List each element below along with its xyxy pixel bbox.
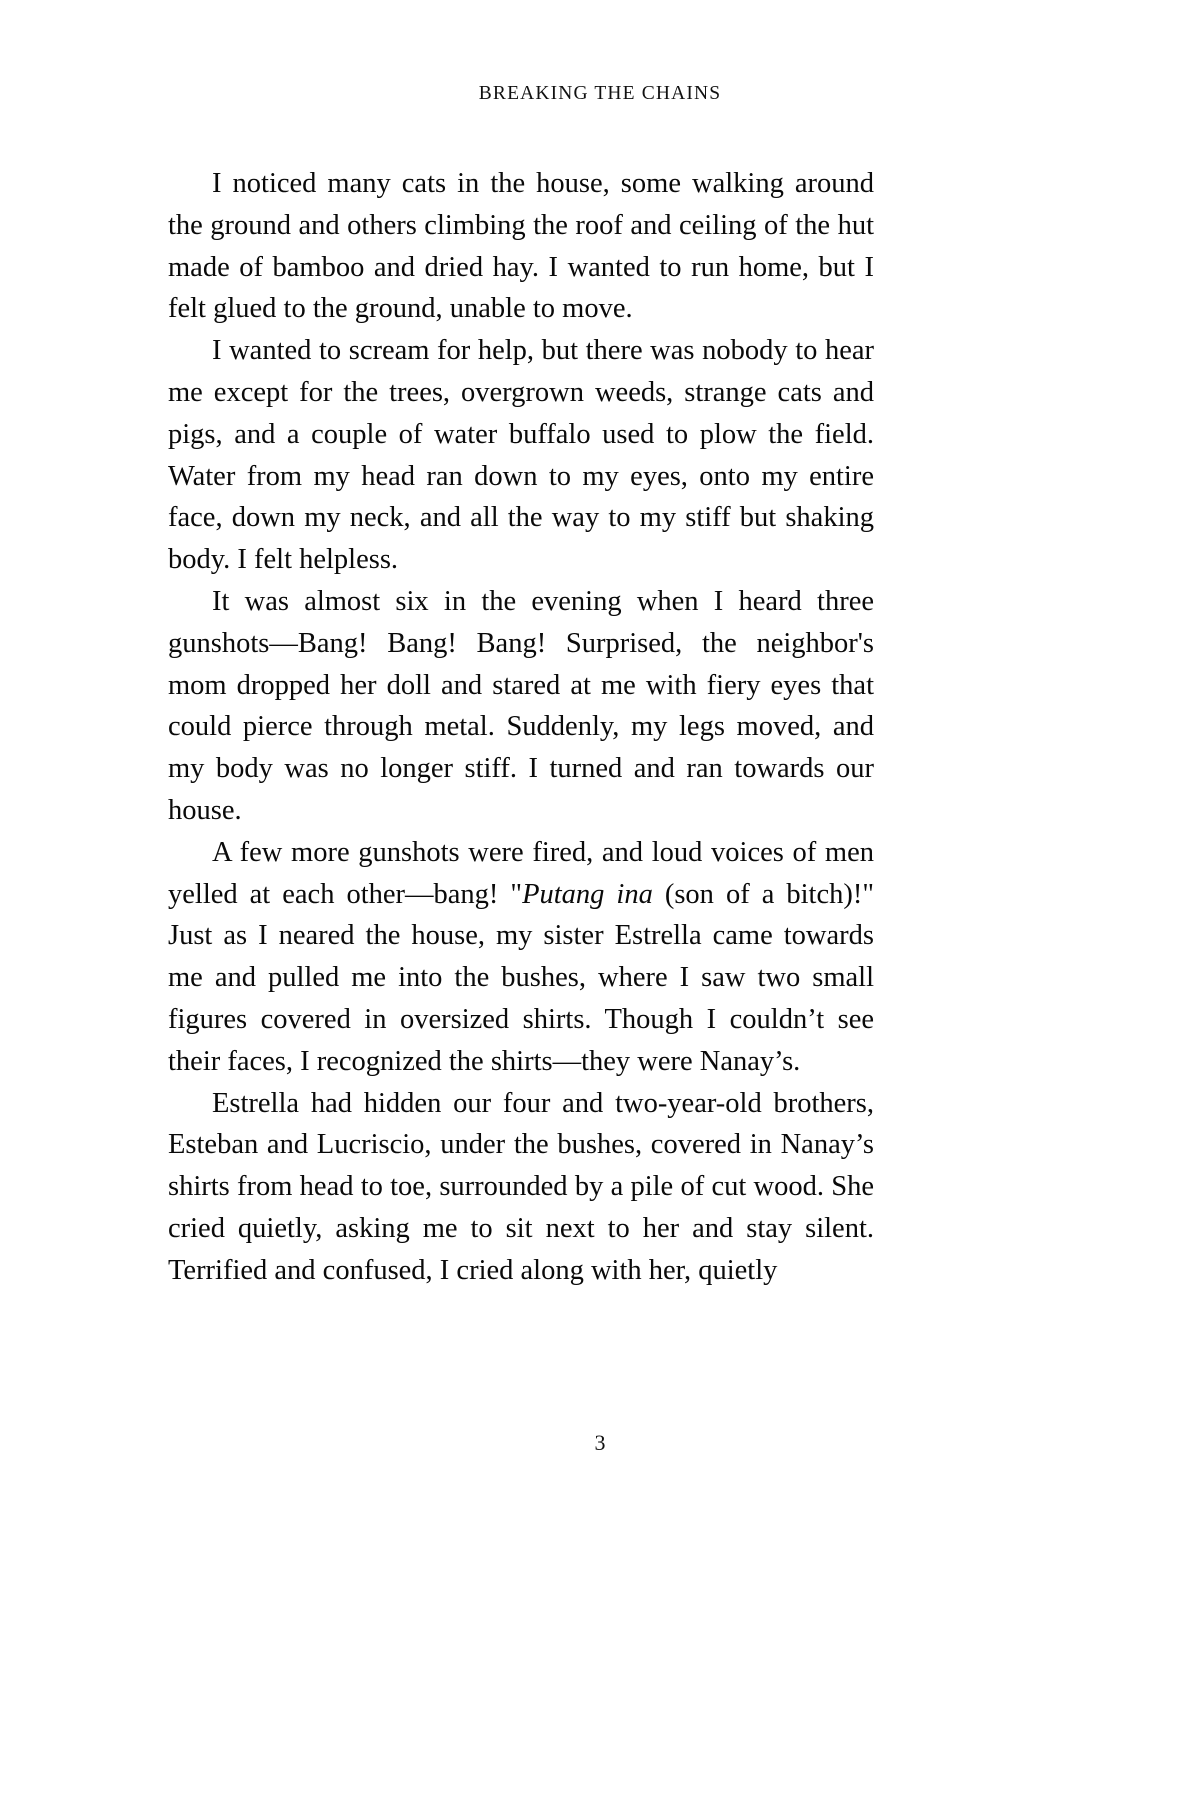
paragraph-1: I noticed many cats in the house, some walking around the ground and others climbing the roof and ceiling of the hut made of bamboo and dried hay. I wanted to run home, but I felt glued to the ground, unable to move. — [168, 168, 874, 325]
paragraph-3: It was almost six in the evening when I heard three gunshots—Bang! Bang! Bang! Surprised, the neighbor's mom dropped her doll and stared at me with fiery eyes that could pierce through metal. Suddenly, my legs moved, and my body was no longer stiff. I turned and ran towards our house. — [168, 585, 874, 826]
paragraph-4 — [168, 832, 874, 1083]
paragraph-5: Estrella had hidden our four and two-year-old brothers, Esteban and Lucriscio, under the bushes, covered in Nanay’s shirts from head to toe, surrounded by a pile of cut wood. She cried quietly, asking me to sit next to her and stay silent. Terrified and confused, I cried along with her, quietly — [168, 1087, 874, 1286]
paragraph-4-tail: (son of a bitch)!" Just as I neared the house, my sister Estrella came towards me and pulled me into the bushes, where I saw two small figures covered in oversized shirts. Though I couldn’t see their faces, I recognized the shirts—they were Nanay’s. — [168, 878, 874, 1077]
running-header: BREAKING THE CHAINS — [478, 83, 722, 104]
foreign-phrase-italic: Putang ina — [522, 878, 653, 910]
page-number: 3 — [594, 1430, 606, 1455]
body-text-block — [168, 163, 874, 1292]
paragraph-2: I wanted to scream for help, but there was nobody to hear me except for the trees, overgrown weeds, strange cats and pigs, and a couple of water buffalo used to plow the field. Water from my head ran down to my eyes, onto my entire face, down my neck, and all the way to my stiff but shaking body. I felt helpless. — [168, 335, 874, 576]
paragraph-4-lead: A few more gunshots were fired, and loud voices of men yelled at each other—bang! " — [168, 836, 874, 910]
